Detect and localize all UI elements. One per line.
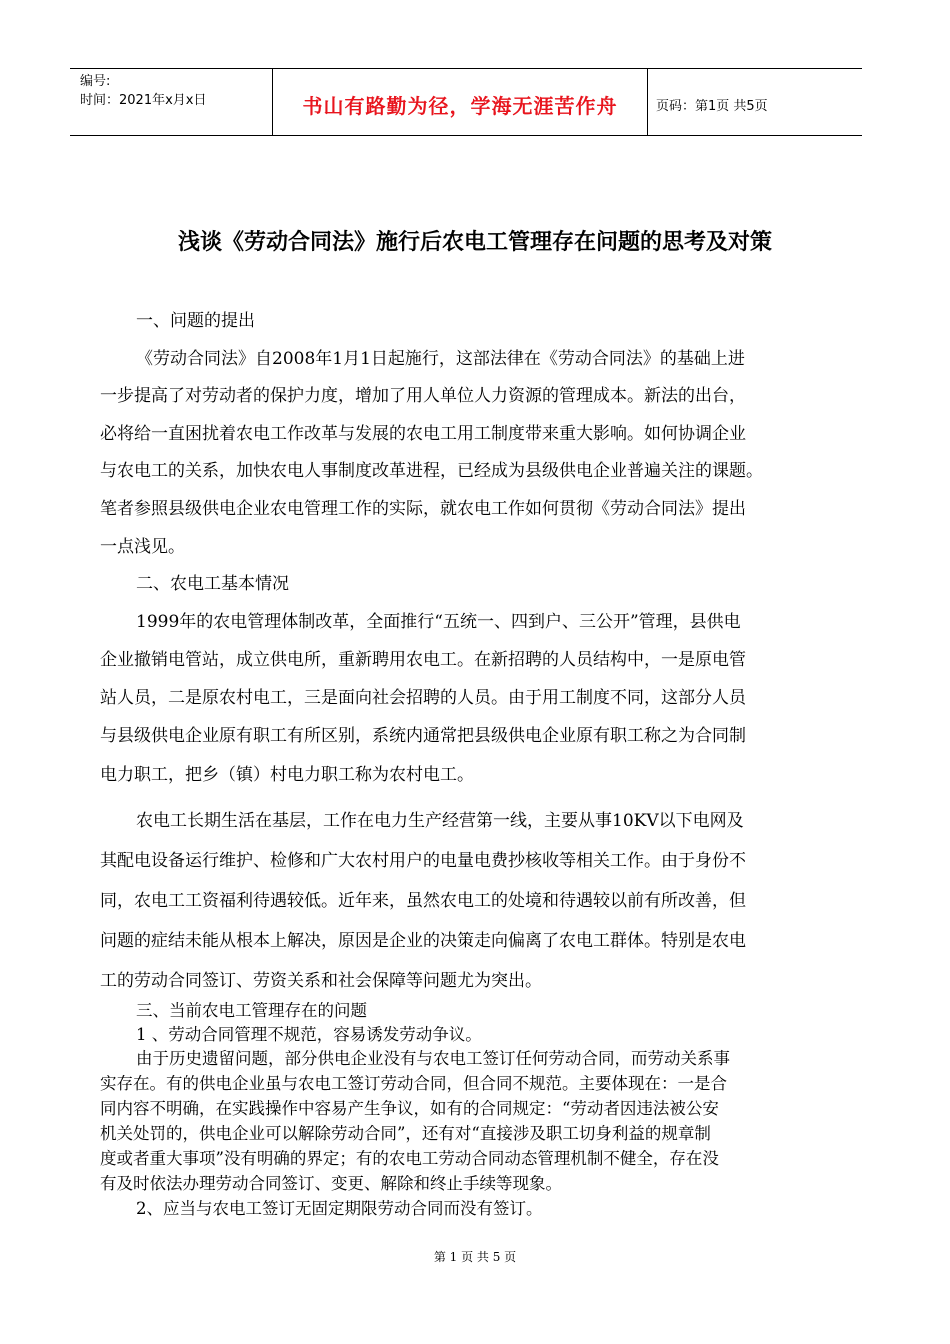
time-label: 时间：2021年x月x日 xyxy=(80,93,207,108)
paragraph-line: 与农电工的关系，加快农电人事制度改革进程，已经成为县级供电企业普遍关注的课题。 xyxy=(100,461,763,481)
paragraph-line: 度或者重大事项”没有明确的界定；有的农电工劳动合同动态管理机制不健全，存在没 xyxy=(100,1149,719,1168)
paragraph-line: 同内容不明确，在实践操作中容易产生争议，如有的合同规定：“劳动者因违法被公安 xyxy=(100,1099,719,1118)
subsection-heading-2: 2、应当与农电工签订无固定期限劳动合同而没有签订。 xyxy=(136,1199,543,1218)
paragraph-line: 机关处罚的，供电企业可以解除劳动合同”，还有对“直接涉及职工切身利益的规章制 xyxy=(100,1124,711,1143)
paragraph-line: 实存在。有的供电企业虽与农电工签订劳动合同，但合同不规范。主要体现在：一是合 xyxy=(100,1074,727,1093)
page-info: 页码：第1页 共5页 xyxy=(656,99,768,114)
motto: 书山有路勤为径，学海无涯苦作舟 xyxy=(302,94,618,118)
paragraph-line: 有及时依法办理劳动合同签订、变更、解除和终止手续等现象。 xyxy=(100,1174,562,1193)
paragraph-line: 一步提高了对劳动者的保护力度，增加了用人单位人力资源的管理成本。新法的出台， xyxy=(100,386,746,406)
document-title: 浅谈《劳动合同法》施行后农电工管理存在问题的思考及对策 xyxy=(177,230,772,255)
page-footer: 第 1 页 共 5 页 xyxy=(433,1250,517,1264)
number-label: 编号: xyxy=(80,74,111,89)
subsection-heading-1: 1 、劳动合同管理不规范，容易诱发劳动争议。 xyxy=(136,1025,482,1044)
section-heading-2: 二、农电工基本情况 xyxy=(136,574,289,594)
paragraph-line: 工的劳动合同签订、劳资关系和社会保障等问题尤为突出。 xyxy=(100,971,542,991)
paragraph-line: 问题的症结未能从根本上解决，原因是企业的决策走向偏离了农电工群体。特别是农电 xyxy=(100,931,746,951)
header-page-cell xyxy=(647,69,862,135)
paragraph-line: 站人员，二是原农村电工，三是面向社会招聘的人员。由于用工制度不同，这部分人员 xyxy=(100,688,746,708)
header-meta xyxy=(70,69,272,135)
document-header xyxy=(70,68,862,136)
paragraph-line: 企业撤销电管站，成立供电所，重新聘用农电工。在新招聘的人员结构中，一是原电管 xyxy=(100,650,746,670)
section-heading-1: 一、问题的提出 xyxy=(136,311,255,331)
header-motto-cell xyxy=(272,69,648,135)
section-heading-3: 三、当前农电工管理存在的问题 xyxy=(136,1001,367,1020)
paragraph-line: 1999年的农电管理体制改革，全面推行“五统一、四到户、三公开”管理，县供电 xyxy=(136,612,741,632)
paragraph-line: 《劳动合同法》自2008年1月1日起施行，这部法律在《劳动合同法》的基础上进 xyxy=(136,349,745,369)
paragraph-line: 一点浅见。 xyxy=(100,537,185,557)
paragraph-line: 电力职工，把乡（镇）村电力职工称为农村电工。 xyxy=(100,765,474,785)
paragraph-line: 同，农电工工资福利待遇较低。近年来，虽然农电工的处境和待遇较以前有所改善，但 xyxy=(100,891,746,911)
paragraph-line: 必将给一直困扰着农电工作改革与发展的农电工用工制度带来重大影响。如何协调企业 xyxy=(100,424,746,444)
paragraph-line: 由于历史遗留问题，部分供电企业没有与农电工签订任何劳动合同，而劳动关系事 xyxy=(136,1049,730,1068)
paragraph-line: 其配电设备运行维护、检修和广大农村用户的电量电费抄核收等相关工作。由于身份不 xyxy=(100,851,746,871)
paragraph-line: 与县级供电企业原有职工有所区别，系统内通常把县级供电企业原有职工称之为合同制 xyxy=(100,726,746,746)
paragraph-line: 农电工长期生活在基层，工作在电力生产经营第一线，主要从事10KV以下电网及 xyxy=(136,811,744,831)
paragraph-line: 笔者参照县级供电企业农电管理工作的实际，就农电工作如何贯彻《劳动合同法》提出 xyxy=(100,499,746,519)
